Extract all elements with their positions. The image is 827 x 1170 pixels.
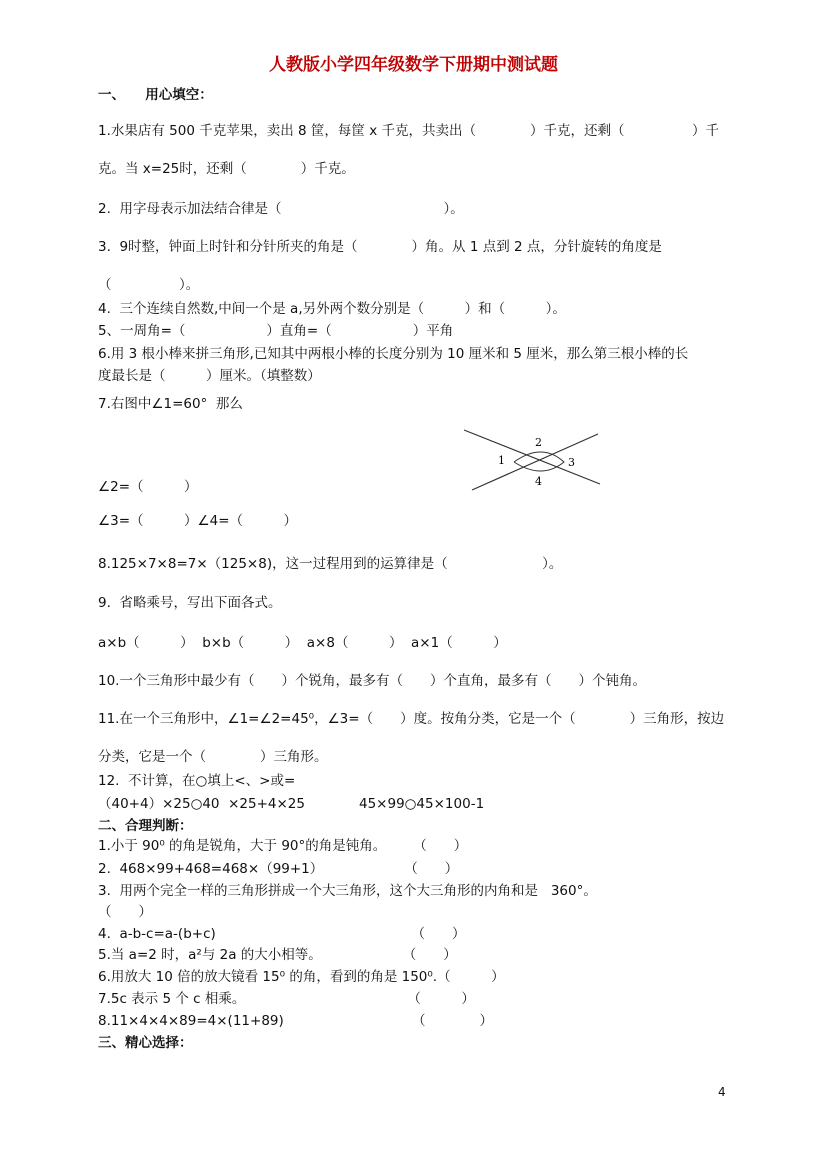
judgement-1: 1.小于 90⁰ 的角是锐角，大于 90°的角是钝角。 （ ）: [98, 838, 468, 854]
question-8: 8.125×7×8=7×（125×8)，这一过程用到的运算律是（ ）。: [98, 556, 563, 572]
question-4: 4. 三个连续自然数,中间一个是 a,另外两个数分别是（ ）和（ ）。: [98, 301, 566, 317]
page-title: 人教版小学四年级数学下册期中测试题: [269, 55, 558, 75]
question-1-line-1: 1.水果店有 500 千克苹果，卖出 8 筐，每筐 x 千克，共卖出（ ）千克，还剩（ ）千: [98, 123, 719, 139]
page-number: 4: [718, 1085, 726, 1099]
judgement-2: 2. 468×99+468=468×（99+1） （ ）: [98, 861, 459, 877]
angle-label-1: 1: [498, 454, 505, 467]
question-7: 7.右图中∠1=60° 那么: [98, 396, 243, 412]
judgement-7: 7.5c 表示 5 个 c 相乘。 （ ）: [98, 991, 475, 1007]
question-1-line-2: 克。当 x=25时，还剩（ ）千克。: [98, 161, 355, 177]
angle-label-2: 2: [535, 436, 542, 449]
angle-label-3: 3: [568, 456, 575, 469]
section-2-heading: 二、合理判断：: [98, 818, 193, 834]
question-9: 9. 省略乘号，写出下面各式。: [98, 595, 282, 611]
judgement-6: 6.用放大 10 倍的放大镜看 15⁰ 的角，看到的角是 150⁰.（ ）: [98, 969, 505, 985]
judgement-3-answer: （ ）: [98, 904, 152, 920]
judgement-5: 5.当 a=2 时，a²与 2a 的大小相等。 （ ）: [98, 947, 457, 963]
question-11-line-1: 11.在一个三角形中，∠1=∠2=45⁰，∠3=（ ）度。按角分类，它是一个（ ）三角形，按边: [98, 711, 725, 727]
question-12: 12. 不计算，在○填上<、>或=: [98, 773, 296, 789]
question-12-items: （40+4）×25○40 ×25+4×25 45×99○45×100-1: [98, 796, 485, 812]
section-3-heading: 三、精心选择：: [98, 1035, 193, 1051]
question-7-answer-3-4: ∠3=（ ）∠4=（ ）: [98, 513, 298, 529]
judgement-4: 4. a-b-c=a-(b+c) （ ）: [98, 926, 466, 942]
question-9-items: a×b（ ） b×b（ ） a×8（ ） a×1（ ）: [98, 635, 507, 651]
diagram-line-a: [464, 430, 600, 484]
question-5: 5、一周角=（ ）直角=（ ）平角: [98, 323, 454, 339]
judgement-3: 3. 用两个完全一样的三角形拼成一个大三角形，这个大三角形的内角和是 360°。: [98, 883, 597, 899]
question-6-line-1: 6.用 3 根小棒来拼三角形,已知其中两根小棒的长度分别为 10 厘米和 5 厘米，那么第三根小棒的长: [98, 346, 689, 362]
judgement-8: 8.11×4×4×89=4×(11+89) （ ）: [98, 1013, 494, 1029]
question-6-line-2: 度最长是（ ）厘米。（填整数）: [98, 368, 321, 384]
angle-diagram: [462, 422, 602, 494]
question-7-answer-2: ∠2=（ ）: [98, 479, 198, 495]
question-3-line-2: （ ）。: [98, 277, 200, 293]
question-3-line-1: 3. 9时整，钟面上时针和分针所夹的角是（ ）角。从 1 点到 2 点，分针旋转的角度是: [98, 239, 662, 255]
question-11-line-2: 分类，它是一个（ ）三角形。: [98, 749, 328, 765]
question-10: 10.一个三角形中最少有（ ）个锐角，最多有（ ）个直角，最多有（ ）个钝角。: [98, 673, 646, 689]
question-2: 2. 用字母表示加法结合律是（ ）。: [98, 201, 464, 217]
angle-label-4: 4: [535, 475, 542, 488]
section-1-heading: 一、 用心填空：: [98, 87, 213, 103]
